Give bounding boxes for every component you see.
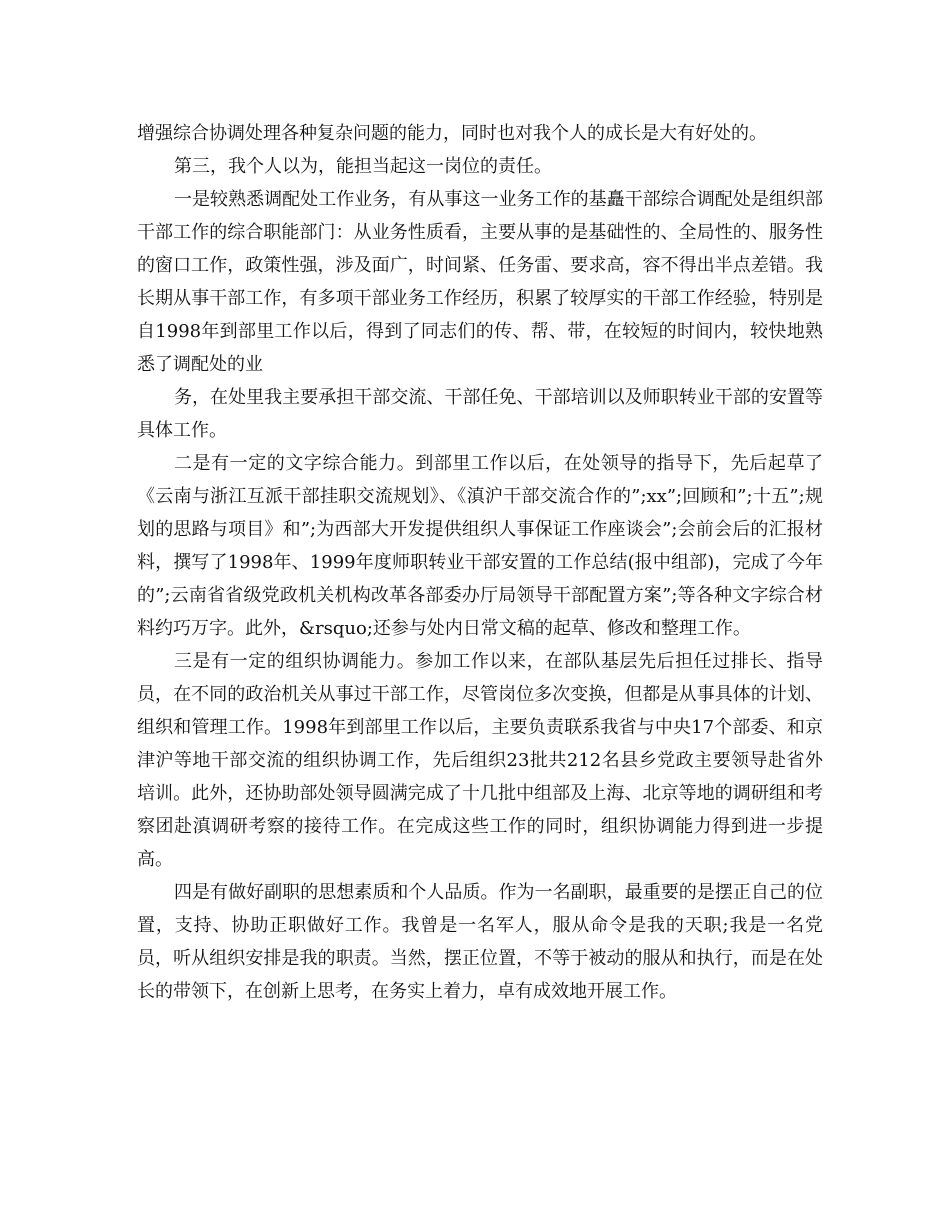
document-page <box>137 117 823 1008</box>
paragraph-3: 一是较熟悉调配处工作业务，有从事这一业务工作的基矗干部综合调配处是组织部干部工作的综合职能部门：从业务性质看，主要从事的是基础性的、全局性的、服务性的窗口工作，政策性强，涉及面广，时间紧、任务雷、要求高，容不得出半点差错。我长期从事干部工作，有多项干部业务工作经历，积累了较厚实的干部工作经验，特别是自1998年到部里工作以后，得到了同志们的传、帮、带，在较短的时间内，较快地熟悉了调配处的业 <box>137 189 823 375</box>
paragraph-4: 务，在处里我主要承担干部交流、干部任免、干部培训以及师职转业干部的安置等具体工作。 <box>137 387 823 441</box>
paragraph-2: 第三，我个人以为，能担当起这一岗位的责任。 <box>174 156 552 177</box>
paragraph-1: 增强综合协调处理各种复杂问题的能力，同时也对我个人的成长是大有好处的。 <box>137 123 767 144</box>
paragraph-5: 二是有一定的文字综合能力。到部里工作以后，在处领导的指导下，先后起草了《云南与浙江互派干部挂职交流规划》、《滇沪干部交流合作的”;xx”;回顾和”;十五”;规划的思路与项目》和”;为西部大开发提供组织人事保证工作座谈会”;会前会后的汇报材料，撰写了1998年、1999年度师职转业干部安置的工作总结(报中组部)，完成了今年的”;云南省省级党政机关机构改革各部委办厅局领导干部配置方案”;等各种文字综合材料约巧万字。此外，&rsquo;还参与处内日常文稿的起草、修改和整理工作。 <box>137 453 823 639</box>
paragraph-7: 四是有做好副职的思想素质和个人品质。作为一名副职，最重要的是摆正自己的位置，支持、协助正职做好工作。我曾是一名军人，服从命令是我的天职;我是一名党员，听从组织安排是我的职责。当然，摆正位置，不等于被动的服从和执行，而是在处长的带领下，在创新上思考，在务实上着力，卓有成效地开展工作。 <box>137 882 823 1002</box>
paragraph-6: 三是有一定的组织协调能力。参加工作以来，在部队基层先后担任过排长、指导员，在不同的政治机关从事过干部工作，尽管岗位多次变换，但都是从事具体的计划、组织和管理工作。1998年到部里工作以后，主要负责联系我省与中央17个部委、和京津沪等地干部交流的组织协调工作，先后组织23批共212名县乡党政主要领导赴省外培训。此外，还协助部处领导圆满完成了十几批中组部及上海、北京等地的调研组和考察团赴滇调研考察的接待工作。在完成这些工作的同时，组织协调能力得到进一步提高。 <box>137 651 823 870</box>
